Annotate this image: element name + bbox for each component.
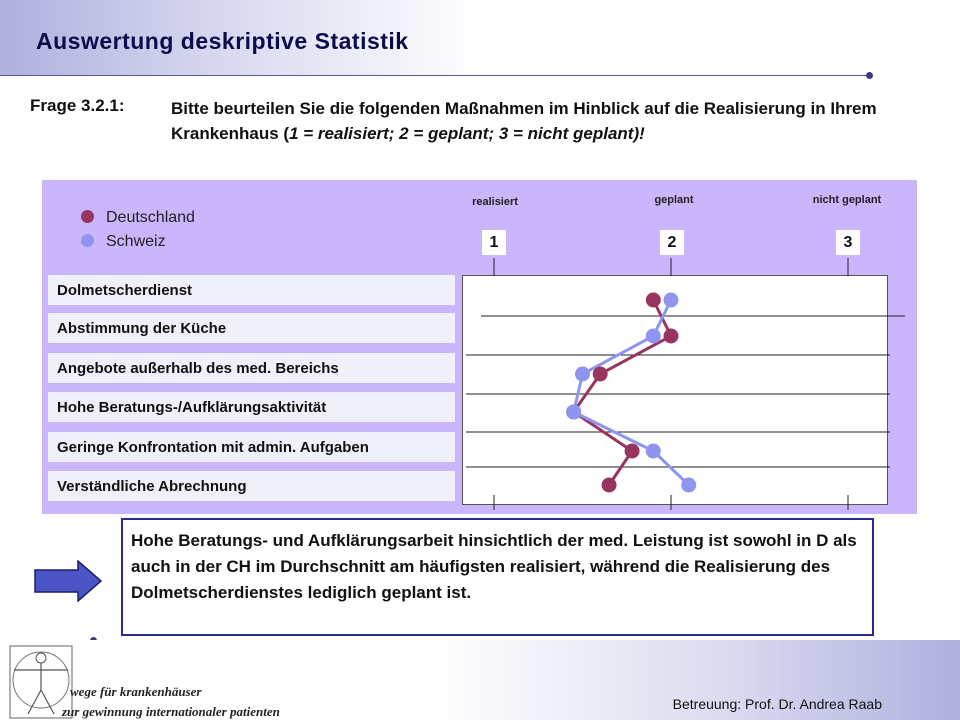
data-point-schweiz — [681, 478, 696, 493]
svg-text:wege für krankenhäuser: wege für krankenhäuser — [70, 684, 202, 699]
category-text: Angebote außerhalb des med. Bereichs — [57, 360, 339, 377]
legend-label-deutschland: Deutschland — [106, 209, 195, 226]
question-text-main: Bitte beurteilen Sie die folgenden Maßnahmen im Hinblick auf die Realisierung in Ihrem Krankenhaus ( — [171, 99, 877, 143]
category-text: Abstimmung der Küche — [57, 320, 227, 337]
scale-label-3: nicht geplant — [812, 194, 882, 206]
category-text: Dolmetscherdienst — [57, 282, 193, 299]
data-point-schweiz — [646, 329, 661, 344]
legend-label-schweiz: Schweiz — [106, 233, 166, 250]
category-text: Verständliche Abrechnung — [57, 478, 247, 495]
data-point-schweiz — [566, 405, 581, 420]
question-label: Frage 3.2.1: — [30, 96, 125, 115]
arrow-right-icon — [34, 560, 104, 602]
project-logo — [4, 640, 324, 720]
category-text: Hohe Beratungs-/Aufklärungsaktivität — [57, 399, 327, 416]
summary-box: Hohe Beratungs- und Aufklärungsarbeit hinsichtlich der med. Leistung ist sowohl in D als auch in der CH im Durchschnitt am häufigsten realisiert, während die Realisierung des Dolmetscherdienstes lediglich geplant ist. — [121, 518, 874, 636]
scale-number-3: 3 — [836, 230, 860, 255]
scale-number-2: 2 — [660, 230, 684, 255]
data-point-schweiz — [646, 444, 661, 459]
question-text-scale: 1 = realisiert; 2 = geplant; 3 = nicht geplant)! — [289, 124, 645, 143]
svg-text:zur gewinnung internationaler: zur gewinnung internationaler patienten — [62, 704, 280, 719]
scale-label-2: geplant — [654, 194, 694, 206]
category-text: Geringe Konfrontation mit admin. Aufgaben — [57, 439, 369, 456]
data-point-deutschland — [664, 329, 679, 344]
data-point-schweiz — [575, 367, 590, 382]
scale-number-1: 1 — [482, 230, 506, 255]
data-point-deutschland — [625, 444, 640, 459]
scale-label-1: realisiert — [472, 196, 518, 208]
data-point-schweiz — [664, 293, 679, 308]
data-point-deutschland — [602, 478, 617, 493]
data-point-deutschland — [593, 367, 608, 382]
footer-supervisor: Betreuung: Prof. Dr. Andrea Raab — [672, 696, 882, 712]
page-title: Auswertung deskriptive Statistik — [36, 28, 409, 54]
data-point-deutschland — [646, 293, 661, 308]
